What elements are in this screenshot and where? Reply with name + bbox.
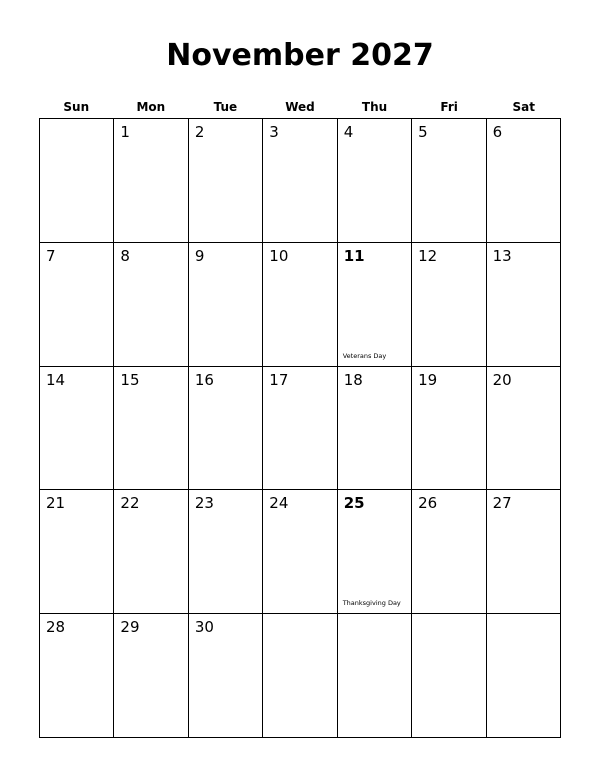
day-cell-18 [338,367,412,491]
weekday-thu: Thu [361,100,388,114]
day-cell-24 [263,490,337,614]
day-cell-6 [487,119,561,243]
empty-day-cell [487,614,561,738]
day-cell-8 [114,243,188,367]
day-cell-29 [114,614,188,738]
day-number: 30 [194,618,214,637]
day-cell-30 [189,614,263,738]
empty-day-cell [40,119,114,243]
empty-day-cell [338,614,412,738]
day-cell-20 [487,367,561,491]
empty-day-cell [263,614,337,738]
day-cell-7 [40,243,114,367]
calendar-grid [39,118,561,738]
day-cell-11 [338,243,412,367]
day-cell-19 [412,367,486,491]
day-number: 28 [46,618,66,637]
day-cell-27 [487,490,561,614]
calendar-title: November 2027 [166,38,434,73]
day-cell-10 [263,243,337,367]
day-cell-4 [338,119,412,243]
day-number: 8 [120,246,130,265]
day-number: 26 [418,494,438,513]
day-cell-26 [412,490,486,614]
day-number: 14 [46,370,66,389]
holiday-label: Veterans Day [342,351,387,360]
day-number: 20 [492,370,512,389]
day-number: 16 [194,370,214,389]
day-number: 17 [269,370,289,389]
empty-day-cell [412,614,486,738]
day-cell-2 [189,119,263,243]
weekday-wed: Wed [285,100,315,114]
day-cell-25 [338,490,412,614]
day-number: 11 [343,246,365,265]
weekday-header-row [39,97,561,117]
day-cell-5 [412,119,486,243]
day-number: 21 [46,494,66,513]
day-number: 5 [418,123,428,141]
day-number: 24 [269,494,289,513]
day-cell-12 [412,243,486,367]
weekday-sun: Sun [63,100,90,114]
day-cell-1 [114,119,188,243]
weekday-sat: Sat [512,100,535,114]
weekday-fri: Fri [440,100,458,114]
day-number: 9 [194,246,205,265]
day-number: 22 [120,494,140,513]
day-cell-14 [40,367,114,491]
day-number: 3 [269,123,279,141]
day-cell-17 [263,367,337,491]
holiday-label: Thanksgiving Day [342,599,401,608]
weekday-mon: Mon [136,100,166,114]
day-number: 27 [492,494,512,513]
day-cell-13 [487,243,561,367]
day-number: 23 [194,494,214,513]
day-number: 1 [120,123,130,141]
day-number: 4 [343,123,354,141]
day-number: 6 [492,123,503,141]
day-number: 15 [120,370,140,389]
day-cell-21 [40,490,114,614]
day-number: 10 [269,246,289,265]
day-number: 12 [418,246,438,265]
day-number: 2 [194,123,205,141]
day-cell-9 [189,243,263,367]
day-number: 18 [343,370,363,389]
day-number: 25 [343,494,365,513]
day-cell-28 [40,614,114,738]
day-number: 13 [492,246,512,265]
day-number: 7 [46,246,56,265]
weekday-tue: Tue [213,100,238,114]
day-cell-23 [189,490,263,614]
day-number: 19 [418,370,438,389]
day-cell-15 [114,367,188,491]
day-cell-22 [114,490,188,614]
day-cell-3 [263,119,337,243]
day-cell-16 [189,367,263,491]
day-number: 29 [120,618,140,637]
